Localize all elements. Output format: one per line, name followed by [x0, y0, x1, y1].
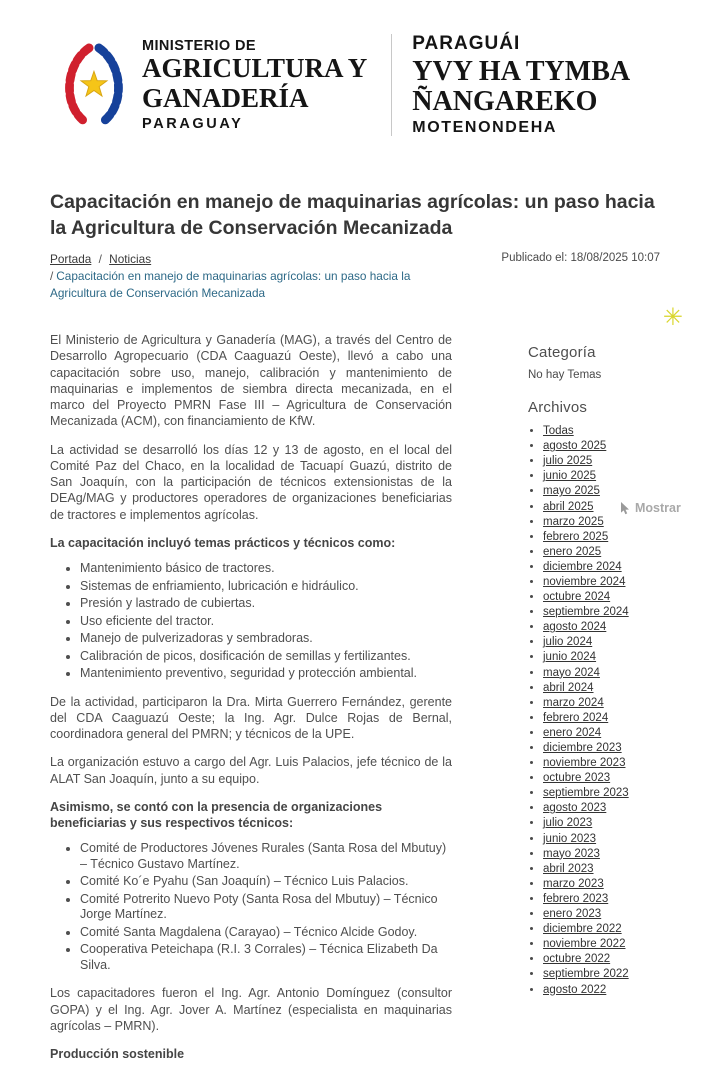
archive-item — [543, 666, 660, 681]
archive-link[interactable]: diciembre 2023 — [543, 742, 622, 754]
archive-link[interactable]: junio 2025 — [543, 470, 597, 483]
archive-item — [543, 590, 660, 605]
article-paragraph: De la actividad, participaron la Dra. Mirta Guerrero Fernández, gerente del CDA Caaguazú Oeste; la Ing. Agr. Dulce Rojas de Bernal, coordinadora general del PMRN; y técnicos de la UPE. — [50, 694, 452, 742]
archive-item — [543, 454, 660, 469]
archive-item — [543, 907, 660, 922]
archive-link[interactable]: julio 2025 — [543, 455, 593, 468]
archive-item — [543, 877, 660, 892]
sidebar — [528, 332, 660, 1071]
archive-link[interactable]: septiembre 2024 — [543, 606, 629, 619]
archive-link[interactable]: agosto 2025 — [543, 440, 607, 453]
mag-logo-icon — [54, 34, 132, 136]
ministry-line-1: MINISTERIO DE — [142, 38, 256, 55]
topic-item: • Mantenimiento básico de tractores. — [80, 560, 452, 578]
archive-link[interactable]: febrero 2025 — [543, 530, 609, 543]
archive-link[interactable]: mayo 2023 — [543, 847, 600, 860]
archive-link[interactable]: mayo 2025 — [543, 485, 600, 498]
page-title: Capacitación en manejo de maquinarias agrícolas: un paso hacia la Agricultura de Conservación Mecanizada — [50, 191, 655, 239]
archive-item — [543, 681, 660, 696]
archives-title: Archivos — [528, 399, 588, 417]
archive-item — [543, 816, 660, 831]
archive-item — [543, 484, 660, 499]
topic-item: • Presión y lastrado de cubiertas. — [80, 595, 452, 613]
breadcrumb-link-portada[interactable]: Portada — [50, 251, 92, 266]
archive-item — [543, 711, 660, 726]
organization-item: • Comité Ko´e Pyahu (San Joaquín) – Técnico Luis Palacios. — [80, 873, 452, 891]
archive-item — [543, 696, 660, 711]
archive-link[interactable]: enero 2025 — [543, 545, 602, 558]
organizations-heading: Asimismo, se contó con la presencia de organizaciones beneficiarias y sus respectivos técnicos: — [50, 799, 383, 831]
archive-item — [543, 771, 660, 786]
topic-item: • Calibración de picos, dosificación de semillas y fertilizantes. — [80, 648, 452, 666]
header-divider — [391, 34, 392, 136]
article-paragraph: La actividad se desarrolló los días 12 y 13 de agosto, en el local del Comité Paz del Chaco, en la localidad de Tacuapí Guazú, distrito de San Joaquín, con la participación de técnicos extensionistas de la DEAg/MAG y productores operadores de organizaciones beneficiarias de tractores e implementos agrícolas. — [50, 442, 452, 522]
archive-link[interactable]: febrero 2024 — [543, 711, 609, 724]
archive-item — [543, 439, 660, 454]
archive-link[interactable]: noviembre 2023 — [543, 757, 626, 770]
archive-item — [543, 650, 660, 665]
main-content — [0, 144, 707, 1071]
archive-link[interactable]: abril 2023 — [543, 862, 594, 875]
article-paragraph: Los capacitadores fueron el Ing. Agr. Antonio Domínguez (consultor GOPA) y el Ing. Agr. Jover A. Martínez (especialista en maquinarias agrícolas – PMRN). — [50, 986, 452, 1033]
archive-link[interactable]: julio 2024 — [543, 636, 593, 649]
archive-item — [543, 892, 660, 907]
site-header — [0, 0, 707, 144]
archive-item — [543, 635, 660, 650]
topic-item: • Mantenimiento preventivo, seguridad y protección ambiental. — [80, 665, 452, 683]
breadcrumb-current — [50, 268, 422, 302]
ministry-line-3: GANADERÍA — [142, 82, 309, 113]
archive-item — [543, 967, 660, 982]
archive-link[interactable]: febrero 2023 — [543, 892, 609, 905]
archive-item — [543, 530, 660, 545]
accessibility-asterisk-icon[interactable]: ✳ — [662, 304, 683, 331]
archive-link[interactable]: agosto 2024 — [543, 621, 607, 634]
archive-item — [543, 952, 660, 967]
archive-item — [543, 862, 660, 877]
archive-item — [543, 847, 660, 862]
organization-item: • Cooperativa Peteichapa (R.I. 3 Corrales) – Técnica Elizabeth Da Silva. — [80, 941, 452, 974]
archive-item — [543, 515, 660, 530]
archive-item — [543, 424, 660, 439]
archive-link[interactable]: diciembre 2022 — [543, 923, 622, 936]
category-title: Categoría — [528, 344, 596, 362]
ministry-title-block — [142, 38, 367, 131]
guarani-title-block — [412, 33, 630, 138]
breadcrumb-separator: / — [50, 268, 54, 283]
archive-item — [543, 545, 660, 560]
archive-link[interactable]: marzo 2025 — [543, 515, 604, 528]
article-paragraph: El Ministerio de Agricultura y Ganadería (MAG), a través del Centro de Desarrollo Agropecuario (CDA Caaguazú Oeste), llevó a cabo una capacitación sobre uso, manejo, calibración y mantenimiento de maquinarias e implementos de siembra directa mecanizada, en el marco del Proyecto PMRN Fase III – Agricultura de Conservación Mecanizada (ACM), con financiamiento de KfW. — [50, 333, 452, 429]
breadcrumb-link-noticias[interactable]: Noticias — [109, 251, 152, 266]
archive-link[interactable]: mayo 2024 — [543, 666, 600, 679]
organization-item: • Comité Santa Magdalena (Carayao) – Técnico Alcide Godoy. — [80, 924, 452, 942]
archive-link[interactable]: agosto 2023 — [543, 802, 607, 815]
archive-link[interactable]: noviembre 2024 — [543, 575, 626, 588]
guarani-line-4: MOTENONDEHA — [412, 119, 558, 137]
archive-link[interactable]: Todas — [543, 425, 574, 438]
archive-item — [543, 756, 660, 771]
ministry-line-2: AGRICULTURA Y — [142, 53, 368, 84]
archive-link[interactable]: abril 2024 — [543, 681, 594, 694]
archive-item — [543, 801, 660, 816]
archive-item — [543, 469, 660, 484]
archive-item — [543, 937, 660, 952]
topics-list — [50, 560, 452, 683]
archive-item — [543, 983, 660, 998]
archive-item — [543, 560, 660, 575]
archive-link[interactable]: enero 2023 — [543, 908, 602, 921]
archive-link[interactable]: septiembre 2022 — [543, 968, 629, 981]
archive-link[interactable]: septiembre 2023 — [543, 787, 629, 800]
published-date: Publicado el: 18/08/2025 10:07 — [501, 251, 660, 264]
topic-item: • Manejo de pulverizadoras y sembradoras. — [80, 630, 452, 648]
organization-item: • Comité de Productores Jóvenes Rurales (Santa Rosa del Mbutuy) – Técnico Gustavo Martínez. — [80, 840, 452, 873]
topic-item: • Sistemas de enfriamiento, lubricación e hidráulico. — [80, 578, 452, 596]
topics-heading: La capacitación incluyó temas prácticos y técnicos como: — [50, 535, 396, 550]
archive-link[interactable]: noviembre 2022 — [543, 938, 626, 951]
archive-item — [543, 726, 660, 741]
archive-link[interactable]: marzo 2024 — [543, 696, 604, 709]
article-paragraph: La organización estuvo a cargo del Agr. Luis Palacios, jefe técnico de la ALAT San Joaquín, junto a su equipo. — [50, 755, 452, 786]
archive-item — [543, 620, 660, 635]
archive-item — [543, 575, 660, 590]
content-columns — [50, 332, 660, 1071]
breadcrumb — [50, 252, 151, 266]
guarani-line-2: YVY HA TYMBA — [412, 55, 631, 87]
guarani-line-1: PARAGUÁI — [412, 32, 521, 54]
archive-link[interactable]: enero 2024 — [543, 726, 602, 739]
mostrar-tooltip-label: Mostrar — [635, 501, 681, 515]
closing-heading: Producción sostenible — [50, 1047, 185, 1062]
archive-link[interactable]: octubre 2024 — [543, 591, 611, 604]
archive-item — [543, 605, 660, 620]
archive-item — [543, 922, 660, 937]
category-empty-label: No hay Temas — [528, 369, 602, 382]
archive-item — [543, 832, 660, 847]
breadcrumb-separator: / — [98, 251, 102, 266]
archive-link[interactable]: junio 2024 — [543, 651, 597, 664]
mostrar-tooltip — [617, 500, 684, 516]
archive-link[interactable]: julio 2023 — [543, 817, 593, 830]
meta-row — [50, 252, 660, 266]
topic-item: • Uso eficiente del tractor. — [80, 613, 452, 631]
ministry-line-4: PARAGUAY — [142, 115, 244, 132]
organizations-list — [50, 840, 452, 974]
breadcrumb-current-label: Capacitación en manejo de maquinarias agrícolas: un paso hacia la Agricultura de Conservación Mecanizada — [50, 268, 411, 300]
archive-link[interactable]: octubre 2022 — [543, 953, 611, 966]
cursor-icon — [620, 502, 631, 515]
archive-link[interactable]: diciembre 2024 — [543, 560, 622, 573]
archive-link[interactable]: agosto 2022 — [543, 983, 607, 996]
archive-item — [543, 786, 660, 801]
archive-link[interactable]: marzo 2023 — [543, 877, 604, 890]
archive-link[interactable]: octubre 2023 — [543, 772, 611, 785]
archive-link[interactable]: abril 2025 — [543, 500, 594, 513]
guarani-line-3: ÑANGAREKO — [412, 85, 598, 117]
article-body — [50, 332, 452, 1071]
archive-link[interactable]: junio 2023 — [543, 832, 597, 845]
archive-item — [543, 741, 660, 756]
organization-item: • Comité Potrerito Nuevo Poty (Santa Rosa del Mbutuy) – Técnico Jorge Martínez. — [80, 891, 452, 924]
